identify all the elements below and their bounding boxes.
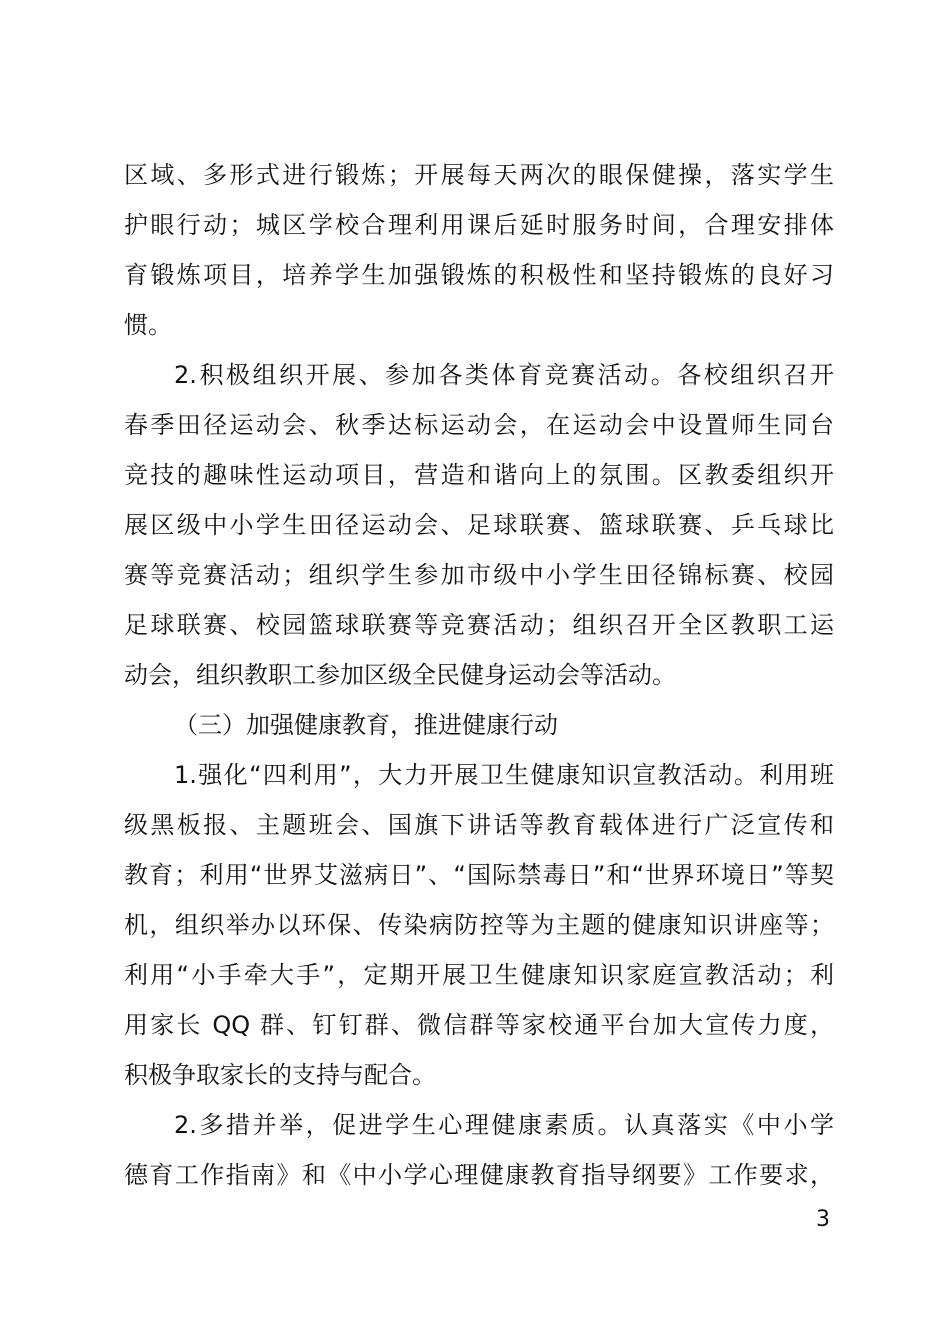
text-line: 动会，组织教职工参加区级全民健身运动会等活动。 [124, 661, 676, 689]
text-line: 积极争取家长的支持与配合。 [124, 1061, 436, 1089]
text-line: 赛等竞赛活动；组织学生参加市级中小学生田径锦标赛、校园 [124, 561, 834, 589]
text-line: 用家长 QQ 群、钉钉群、微信群等家校通平台加大宣传力度， [124, 1011, 834, 1039]
text-line: 德育工作指南》和《中小学心理健康教育指导纲要》工作要求， [124, 1161, 834, 1189]
text-line: 惯。 [124, 311, 172, 339]
text-line: 级黑板报、主题班会、国旗下讲话等教育载体进行广泛宣传和 [124, 811, 834, 839]
text-line: 足球联赛、校园篮球联赛等竞赛活动；组织召开全区教职工运 [124, 611, 834, 639]
text-line: 春季田径运动会、秋季达标运动会，在运动会中设置师生同台 [124, 411, 834, 439]
text-line: 区域、多形式进行锻炼；开展每天两次的眼保健操，落实学生 [124, 161, 834, 189]
paragraph-first-line: 1.强化“四利用”，大力开展卫生健康知识宣教活动。利用班 [174, 761, 834, 789]
text-line: 育锻炼项目，培养学生加强锻炼的积极性和坚持锻炼的良好习 [124, 261, 834, 289]
text-line: 利用“小手牵大手”，定期开展卫生健康知识家庭宣教活动；利 [124, 961, 834, 989]
text-line: 机，组织举办以环保、传染病防控等为主题的健康知识讲座等； [124, 911, 834, 939]
text-line: 护眼行动；城区学校合理利用课后延时服务时间，合理安排体 [124, 211, 834, 239]
paragraph-first-line: 2.多措并举，促进学生心理健康素质。认真落实《中小学 [174, 1111, 834, 1139]
section-heading: （三）加强健康教育，推进健康行动 [174, 711, 558, 739]
text-line: 竞技的趣味性运动项目，营造和谐向上的氛围。区教委组织开 [124, 461, 834, 489]
text-line: 教育；利用“世界艾滋病日”、“国际禁毒日”和“世界环境日”等契 [124, 861, 834, 889]
page-number: 3 [816, 1207, 830, 1232]
paragraph-first-line: 2.积极组织开展、参加各类体育竞赛活动。各校组织召开 [174, 361, 834, 389]
text-line: 展区级中小学生田径运动会、足球联赛、篮球联赛、乒乓球比 [124, 511, 834, 539]
